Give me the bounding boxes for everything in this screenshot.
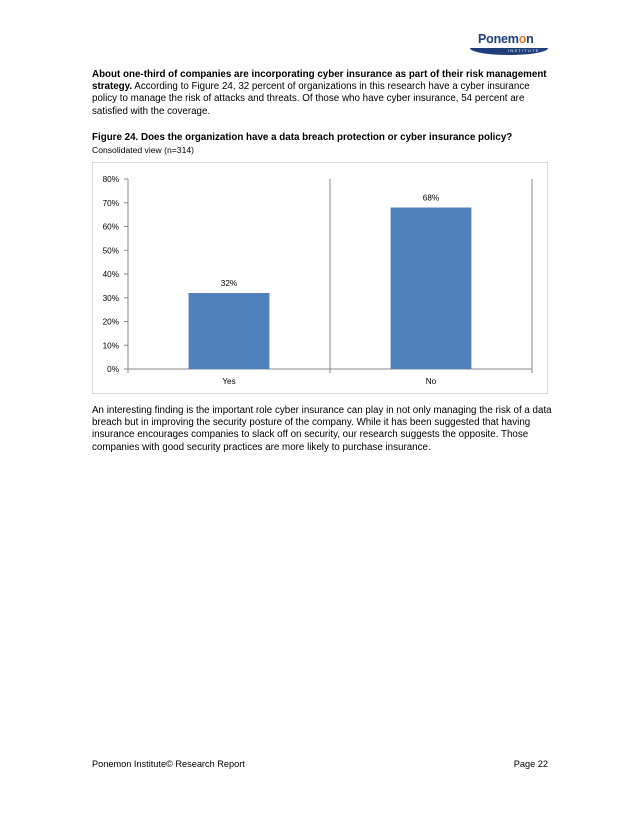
y-tick-label: 80%	[102, 175, 119, 184]
intro-paragraph	[92, 69, 552, 118]
footer-report-name: Ponemon Institute© Research Report	[92, 759, 245, 769]
bar-chart	[92, 162, 548, 394]
y-tick-label: 10%	[102, 341, 119, 351]
footer-page-number: Page 22	[513, 759, 548, 769]
intro-body: According to Figure 24, 32 percent of organizations in this research have a cyber insurance policy to manage the risk of attacks and threats. Of those who have cyber insurance, 54 percent are satisfied with the coverage.	[92, 81, 530, 117]
y-tick-label: 20%	[102, 317, 119, 327]
x-category-label: No	[425, 377, 437, 386]
y-tick-label: 0%	[107, 365, 119, 374]
figure-title: Figure 24. Does the organization have a data breach protection or cyber insurance policy?	[92, 132, 513, 143]
bar-yes	[189, 293, 270, 369]
y-tick-label: 60%	[102, 222, 119, 232]
y-tick-label: 70%	[102, 198, 119, 208]
y-tick-label: 30%	[102, 293, 119, 303]
logo-name-part2: n	[526, 32, 534, 46]
chart-border	[93, 163, 548, 394]
bar-value-label: 32%	[220, 279, 238, 288]
bar-no	[391, 208, 472, 370]
intro-bold-lead: About one-third of companies are incorporating cyber insurance as part of their risk management strategy.	[92, 69, 547, 93]
y-tick-label: 40%	[102, 270, 119, 279]
bar-chart-svg	[92, 162, 548, 394]
figure-subtitle: Consolidated view (n=314)	[92, 145, 194, 155]
y-tick-label: 50%	[102, 246, 119, 256]
logo-name-part1: Ponem	[478, 32, 519, 46]
ponemon-logo	[470, 28, 550, 60]
logo-subtitle: INSTITUTE	[508, 48, 540, 53]
x-category-label: Yes	[222, 377, 236, 386]
logo-o-mark: o	[518, 32, 527, 46]
bar-value-label: 68%	[422, 193, 440, 203]
conclusion-paragraph: An interesting finding is the important role cyber insurance can play in not only managing the risk of a data breach but in improving the security posture of the company. While it has been suggested that having insurance encourages companies to slack off on security, our research suggests the opposite. Those companies with good security practices are more likely to purchase insurance.	[92, 405, 552, 453]
logo-wordmark	[478, 32, 534, 46]
